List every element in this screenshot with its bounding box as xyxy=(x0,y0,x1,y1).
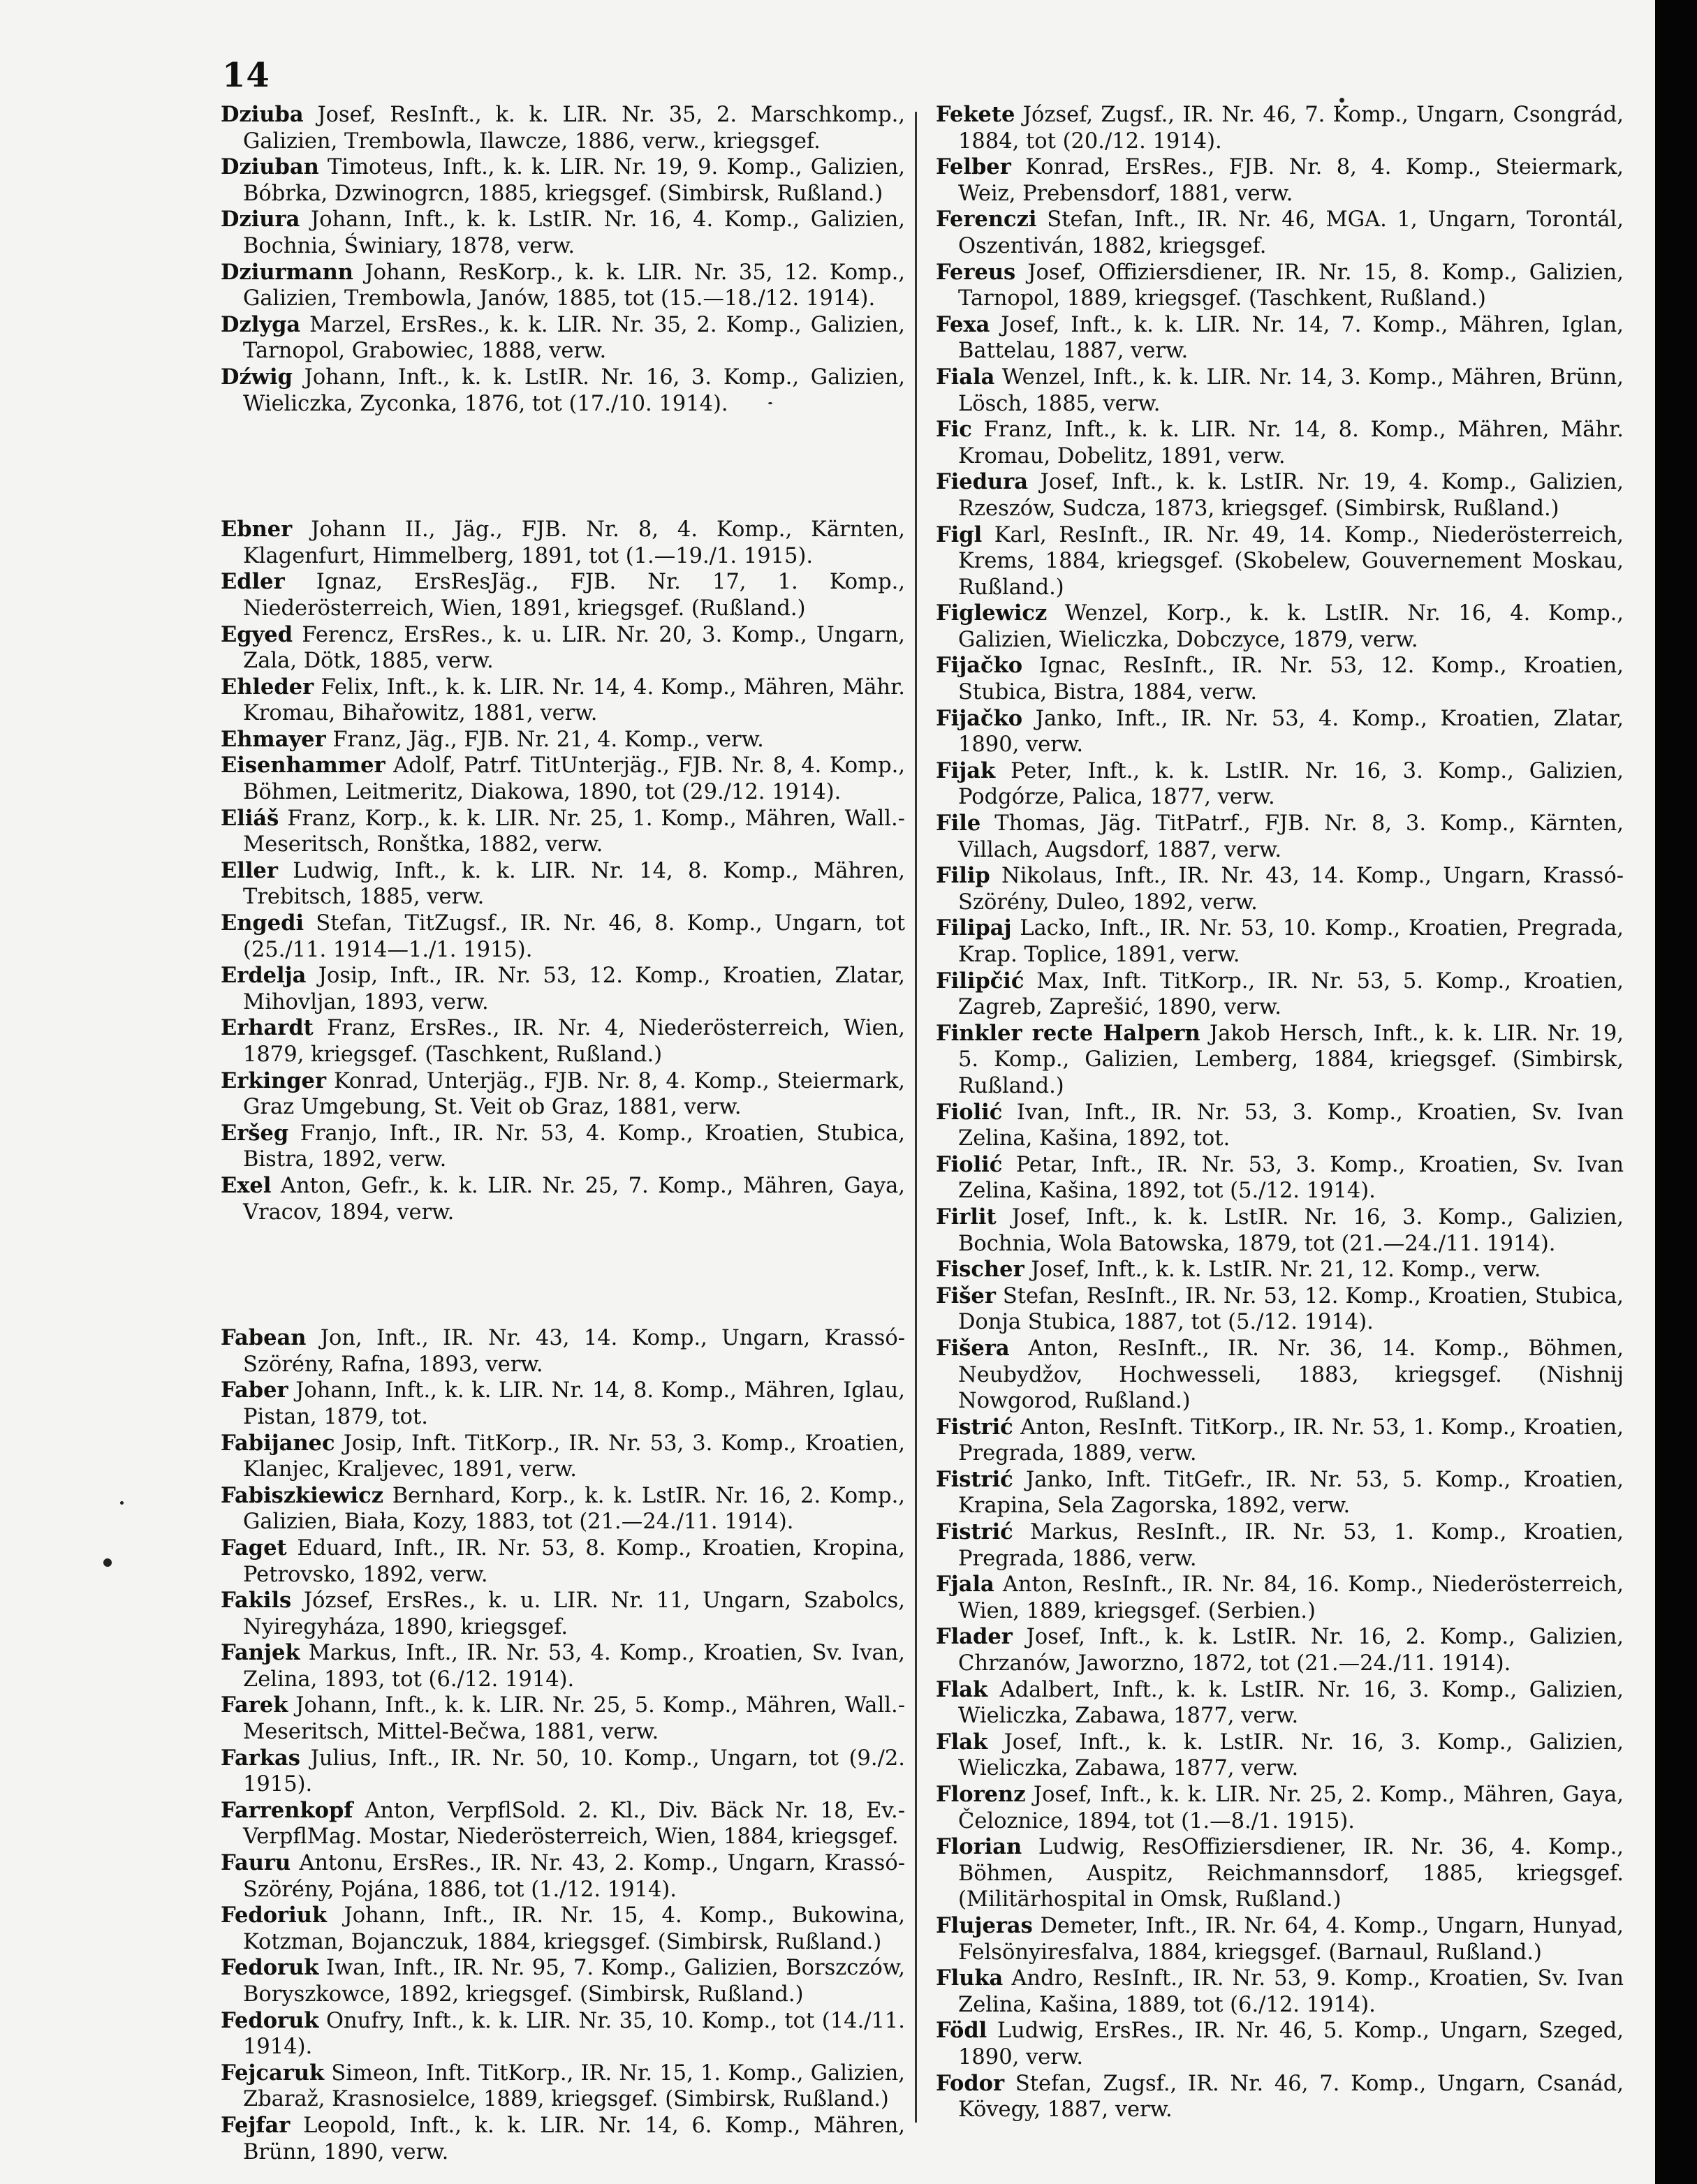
list-entry xyxy=(221,260,905,312)
entry-details: Thomas, Jäg. TitPatrf., FJB. Nr. 8, 3. Komp., Kärnten, Villach, Augsdorf, 1887, verw. xyxy=(958,811,1624,862)
list-entry xyxy=(221,674,905,727)
column-divider xyxy=(915,112,917,2123)
entry-group-f xyxy=(221,1325,905,2165)
list-entry xyxy=(221,1378,905,1430)
entry-surname: Fabiszkiewicz xyxy=(221,1482,384,1508)
left-column xyxy=(221,102,905,2165)
entry-details: Ludwig, ErsRes., IR. Nr. 46, 5. Komp., Ungarn, Szeged, 1890, verw. xyxy=(958,2019,1624,2069)
entry-surname: Erdelja xyxy=(221,963,307,989)
entry-details: Adolf, Patrf. TitUnterjäg., FJB. Nr. 8, 4. Komp., Böhmen, Leitmeritz, Diakowa, 1890, tot (29./12. 1914). xyxy=(243,753,905,805)
entry-details: Simeon, Inft. TitKorp., IR. Nr. 15, 1. Komp., Galizien, Zbaraž, Krasnosielce, 1889, kriegsgef. (Simbirsk, Rußland.) xyxy=(243,2060,905,2112)
entry-surname: Firlit xyxy=(936,1204,997,1230)
entry-surname: Filipaj xyxy=(936,915,1012,941)
list-entry xyxy=(221,1431,905,1483)
entry-surname: Flujeras xyxy=(936,1912,1033,1938)
entry-surname: Felber xyxy=(936,154,1011,180)
entry-surname: Fluka xyxy=(936,1965,1004,1991)
entry-surname: Fiolić xyxy=(936,1099,1003,1125)
entry-details: Ivan, Inft., IR. Nr. 53, 3. Komp., Kroatien, Sv. Ivan Zelina, Kašina, 1892, tot. xyxy=(958,1100,1624,1151)
group-spacer xyxy=(221,417,905,517)
entry-surname: Eršeg xyxy=(221,1120,289,1146)
entry-details: Wenzel, Inft., k. k. LIR. Nr. 14, 3. Komp., Mähren, Brünn, Lösch, 1885, verw. xyxy=(958,364,1624,416)
entry-surname: File xyxy=(936,811,981,836)
entry-surname: Faget xyxy=(221,1535,287,1560)
list-entry xyxy=(221,1903,905,1955)
list-entry xyxy=(936,1100,1624,1152)
entry-surname: Eliáš xyxy=(221,805,279,831)
page-number: 14 xyxy=(222,56,270,95)
entry-surname: Fischer xyxy=(936,1257,1024,1283)
entry-details: Jakob Hersch, Inft., k. k. LIR. Nr. 19, 5. Komp., Galizien, Lemberg, 1884, kriegsgef. (Simbirsk, Rußland.) xyxy=(958,1021,1624,1098)
list-entry xyxy=(221,2060,905,2113)
list-entry xyxy=(936,207,1624,259)
list-entry xyxy=(936,1415,1624,1467)
list-entry xyxy=(221,102,905,154)
entry-details: Wenzel, Korp., k. k. LstIR. Nr. 16, 4. Komp., Galizien, Wieliczka, Dobczyce, 1879, verw. xyxy=(958,601,1624,652)
entry-details: Johann, Inft., k. k. LstIR. Nr. 16, 4. Komp., Galizien, Bochnia, Świniary, 1878, verw. xyxy=(243,207,905,258)
entry-details: Andro, ResInft., IR. Nr. 53, 9. Komp., Kroatien, Sv. Ivan Zelina, Kašina, 1889, tot (6./12. 1914). xyxy=(958,1966,1624,2017)
list-entry xyxy=(221,1068,905,1121)
entry-surname: Filipčić xyxy=(936,968,1024,994)
entry-details: Max, Inft. TitKorp., IR. Nr. 53, 5. Komp., Kroatien, Zagreb, Zaprešić, 1890, verw. xyxy=(958,968,1624,1020)
scan-speck xyxy=(120,1501,124,1505)
entry-details: Ignac, ResInft., IR. Nr. 53, 12. Komp., Kroatien, Stubica, Bistra, 1884, verw. xyxy=(958,654,1624,705)
entry-details: Josef, Offiziersdiener, IR. Nr. 15, 8. Komp., Galizien, Tarnopol, 1889, kriegsgef. (Taschkent, Rußland.) xyxy=(958,260,1624,311)
list-entry xyxy=(936,758,1624,811)
entry-details: Antonu, ErsRes., IR. Nr. 43, 2. Komp., Ungarn, Krassó-Szörény, Pojána, 1886, tot (1./12. 1914). xyxy=(243,1851,906,1902)
list-entry xyxy=(221,910,905,963)
entry-details: Ludwig, ResOffiziersdiener, IR. Nr. 36, 4. Komp., Böhmen, Auspitz, Reichmannsdorf, 1885, kriegsgef. (Militärhospital in Omsk, Rußland.) xyxy=(958,1835,1624,1912)
list-entry xyxy=(221,1692,905,1745)
entry-details: Josef, Inft., k. k. LstIR. Nr. 21, 12. Komp., verw. xyxy=(1031,1257,1541,1283)
entry-details: Felix, Inft., k. k. LIR. Nr. 14, 4. Komp., Mähren, Mähr. Kromau, Bihařowitz, 1881, verw. xyxy=(243,674,905,726)
list-entry xyxy=(936,154,1624,207)
entry-surname: Erhardt xyxy=(221,1015,314,1041)
list-entry xyxy=(936,522,1624,601)
entry-surname: Fekete xyxy=(936,102,1015,127)
entry-details: Stefan, Zugsf., IR. Nr. 46, 7. Komp., Ungarn, Csanád, Kövegy, 1887, verw. xyxy=(958,2071,1624,2123)
entry-surname: Ferenczi xyxy=(936,207,1037,233)
entry-details: Josef, Inft., k. k. LstIR. Nr. 16, 3. Komp., Galizien, Wieliczka, Zabawa, 1877, verw. xyxy=(958,1729,1624,1781)
entry-details: Julius, Inft., IR. Nr. 50, 10. Komp., Ungarn, tot (9./2. 1915). xyxy=(243,1746,905,1797)
list-entry xyxy=(936,653,1624,705)
entry-surname: Edler xyxy=(221,569,285,595)
list-entry xyxy=(221,1121,905,1173)
entry-surname: Dzlyga xyxy=(221,311,301,337)
entry-surname: Fanjek xyxy=(221,1640,300,1666)
entry-group-d xyxy=(221,102,905,417)
entry-surname: Flak xyxy=(936,1676,988,1702)
entry-details: Janko, Inft. TitGefr., IR. Nr. 53, 5. Komp., Kroatien, Krapina, Sela Zagorska, 1892, verw. xyxy=(958,1467,1624,1519)
entry-surname: Fedoruk xyxy=(221,1955,319,1981)
entry-surname: Florian xyxy=(936,1834,1022,1860)
list-entry xyxy=(936,469,1624,522)
list-entry xyxy=(221,312,905,364)
scan-border xyxy=(1655,0,1697,2184)
list-entry xyxy=(221,207,905,259)
list-entry xyxy=(936,2071,1624,2123)
entry-surname: Fic xyxy=(936,417,972,443)
entry-details: Eduard, Inft., IR. Nr. 53, 8. Komp., Kroatien, Kropina, Petrovsko, 1892, verw. xyxy=(243,1535,905,1587)
entry-details: Timoteus, Inft., k. k. LIR. Nr. 19, 9. Komp., Galizien, Bóbrka, Dzwinogrcn, 1885, kriegsgef. (Simbirsk, Rußland.) xyxy=(243,155,905,206)
list-entry xyxy=(221,1850,905,1903)
entry-details: Peter, Inft., k. k. LstIR. Nr. 16, 3. Komp., Galizien, Podgórze, Palica, 1877, verw. xyxy=(958,758,1624,810)
entry-surname: Fodor xyxy=(936,2070,1005,2096)
list-entry xyxy=(936,1021,1624,1100)
entry-surname: Fexa xyxy=(936,311,990,337)
entry-surname: Florenz xyxy=(936,1782,1026,1807)
entry-details: Johann, Inft., IR. Nr. 15, 4. Komp., Bukowina, Kotzman, Bojanczuk, 1884, kriegsgef. (Simbirsk, Rußland.) xyxy=(243,1903,905,1954)
entry-surname: Fejfar xyxy=(221,2112,291,2138)
entry-surname: Farek xyxy=(221,1692,288,1718)
entry-group-e xyxy=(221,517,905,1225)
entry-details: Franz, Jäg., FJB. Nr. 21, 4. Komp., verw. xyxy=(332,727,764,752)
entry-surname: Eller xyxy=(221,857,278,883)
entry-surname: Fistrić xyxy=(936,1466,1013,1492)
entry-details: Onufry, Inft., k. k. LIR. Nr. 35, 10. Komp., tot (14./11. 1914). xyxy=(243,2008,905,2060)
entry-details: Josef, Inft., k. k. LstIR. Nr. 19, 4. Komp., Galizien, Rzeszów, Sudcza, 1873, kriegsgef. (Simbirsk, Rußland.) xyxy=(958,470,1624,521)
entry-surname: Egyed xyxy=(221,621,293,647)
entry-surname: Fiolić xyxy=(936,1151,1003,1177)
entry-surname: Figlewicz xyxy=(936,600,1048,626)
entry-surname: Fejcaruk xyxy=(221,2060,325,2086)
list-entry xyxy=(936,968,1624,1021)
entry-details: Iwan, Inft., IR. Nr. 95, 7. Komp., Galizien, Borszczów, Boryszkowce, 1892, kriegsgef. (Simbirsk, Rußland.) xyxy=(243,1956,905,2007)
entry-surname: Fišera xyxy=(936,1335,1010,1361)
entry-details: Anton, ResInft., IR. Nr. 36, 14. Komp., Böhmen, Neubydžov, Hochwesseli, 1883, kriegsgef. (Nishnij Nowgorod, Rußland.) xyxy=(958,1336,1624,1414)
entry-surname: Dźwig xyxy=(221,364,293,390)
list-entry xyxy=(936,1965,1624,2018)
list-entry xyxy=(221,1015,905,1068)
entry-surname: Dziuba xyxy=(221,102,304,127)
entry-details: József, ErsRes., k. u. LIR. Nr. 11, Ungarn, Szabolcs, Nyiregyháza, 1890, kriegsgef. xyxy=(243,1588,905,1639)
list-entry xyxy=(936,1572,1624,1624)
entry-details: Franz, Inft., k. k. LIR. Nr. 14, 8. Komp., Mähren, Mähr. Kromau, Dobelitz, 1891, verw. xyxy=(958,418,1624,468)
list-entry xyxy=(221,517,905,569)
list-entry xyxy=(936,915,1624,968)
list-entry xyxy=(221,1746,905,1798)
scan-speck xyxy=(103,1558,112,1567)
entry-surname: Fedoruk xyxy=(221,2007,319,2033)
entry-surname: Fabean xyxy=(221,1325,307,1351)
entry-details: Franz, Korp., k. k. LIR. Nr. 25, 1. Komp., Mähren, Wall.-Meseritsch, Ronštka, 1882, verw. xyxy=(243,806,905,857)
entry-details: Josip, Inft. TitKorp., IR. Nr. 53, 3. Komp., Kroatien, Klanjec, Kraljevec, 1891, verw. xyxy=(243,1431,905,1482)
entry-surname: Flak xyxy=(936,1729,988,1755)
entry-surname: Fistrić xyxy=(936,1519,1013,1545)
list-entry xyxy=(936,364,1624,417)
entry-surname: Exel xyxy=(221,1172,272,1198)
list-entry xyxy=(221,1535,905,1588)
entry-surname: Faber xyxy=(221,1378,288,1403)
list-entry xyxy=(221,1955,905,2007)
entry-surname: Fijačko xyxy=(936,705,1023,731)
entry-surname: Ehmayer xyxy=(221,726,326,752)
entry-details: Markus, ResInft., IR. Nr. 53, 1. Komp., Kroatien, Pregrada, 1886, verw. xyxy=(958,1520,1624,1571)
list-entry xyxy=(221,2113,905,2165)
list-entry xyxy=(936,863,1624,915)
list-entry xyxy=(936,102,1624,154)
entry-details: Josef, ResInft., k. k. LIR. Nr. 35, 2. Marschkomp., Galizien, Trembowla, Ilawcze, 1886, verw., kriegsgef. xyxy=(243,103,905,154)
entry-details: Josip, Inft., IR. Nr. 53, 12. Komp., Kroatien, Zlatar, Mihovljan, 1893, verw. xyxy=(243,964,906,1014)
entry-surname: Dziurmann xyxy=(221,259,353,285)
entry-details: Johann, Inft., k. k. LstIR. Nr. 16, 3. Komp., Galizien, Wieliczka, Zyconka, 1876, tot (17./10. 1914). xyxy=(243,364,905,416)
list-entry xyxy=(936,417,1624,469)
entry-details: Lacko, Inft., IR. Nr. 53, 10. Komp., Kroatien, Pregrada, Krap. Toplice, 1891, verw. xyxy=(958,916,1624,967)
entry-surname: Farkas xyxy=(221,1745,300,1771)
entry-details: Franz, ErsRes., IR. Nr. 4, Niederösterreich, Wien, 1879, kriegsgef. (Taschkent, Rußland.) xyxy=(243,1016,905,1067)
group-spacer xyxy=(221,1225,905,1325)
entry-surname: Finkler recte Halpern xyxy=(936,1020,1200,1046)
list-entry xyxy=(221,1325,905,1378)
entry-details: Jon, Inft., IR. Nr. 43, 14. Komp., Ungarn, Krassó-Szörény, Rafna, 1893, verw. xyxy=(243,1326,905,1377)
entry-details: Anton, ResInft., IR. Nr. 84, 16. Komp., Niederösterreich, Wien, 1889, kriegsgef. (Serbien.) xyxy=(958,1572,1624,1623)
entry-details: Josef, Inft., k. k. LstIR. Nr. 16, 2. Komp., Galizien, Chrzanów, Jaworzno, 1872, tot (21.—24./11. 1914). xyxy=(958,1625,1624,1676)
entry-surname: Fišer xyxy=(936,1283,996,1308)
list-entry xyxy=(936,1204,1624,1257)
entry-surname: Fakils xyxy=(221,1588,292,1614)
entry-details: Janko, Inft., IR. Nr. 53, 4. Komp., Kroatien, Zlatar, 1890, verw. xyxy=(958,706,1624,758)
entry-surname: Ebner xyxy=(221,517,293,543)
right-column xyxy=(936,102,1624,2123)
entry-surname: Fedoriuk xyxy=(221,1903,328,1928)
entry-surname: Farrenkopf xyxy=(221,1797,353,1823)
entry-surname: Dziura xyxy=(221,207,300,233)
list-entry xyxy=(221,1483,905,1535)
entry-details: Stefan, TitZugsf., IR. Nr. 46, 8. Komp., Ungarn, tot (25./11. 1914—1./1. 1915). xyxy=(243,911,906,962)
entry-surname: Fjala xyxy=(936,1572,994,1598)
list-entry xyxy=(936,1283,1624,1336)
entry-details: Markus, Inft., IR. Nr. 53, 4. Komp., Kroatien, Sv. Ivan, Zelina, 1893, tot (6./12. 1914). xyxy=(243,1641,905,1692)
entry-surname: Ehleder xyxy=(221,674,314,700)
entry-details: Leopold, Inft., k. k. LIR. Nr. 14, 6. Komp., Mähren, Brünn, 1890, verw. xyxy=(243,2113,905,2164)
scan-speck xyxy=(1339,98,1344,103)
entry-details: Ludwig, Inft., k. k. LIR. Nr. 14, 8. Komp., Mähren, Trebitsch, 1885, verw. xyxy=(243,858,905,910)
list-entry xyxy=(221,569,905,621)
entry-surname: Dziuban xyxy=(221,154,319,180)
entry-details: Ferencz, ErsRes., k. u. LIR. Nr. 20, 3. Komp., Ungarn, Zala, Dötk, 1885, verw. xyxy=(243,622,905,674)
list-entry xyxy=(221,753,905,805)
entry-details: Konrad, Unterjäg., FJB. Nr. 8, 4. Komp., Steiermark, Graz Umgebung, St. Veit ob Graz, 1881, verw. xyxy=(243,1068,905,1120)
list-entry xyxy=(221,1588,905,1640)
list-entry xyxy=(221,1798,905,1850)
entry-details: Josef, Inft., k. k. LstIR. Nr. 16, 3. Komp., Galizien, Bochnia, Wola Batowska, 1879, tot (21.—24./11. 1914). xyxy=(958,1204,1624,1256)
list-entry xyxy=(221,858,905,910)
entry-details: Anton, VerpflSold. 2. Kl., Div. Bäck Nr. 18, Ev.-VerpflMag. Mostar, Niederösterreich, Wien, 1884, kriegsgef. xyxy=(243,1798,906,1850)
entry-details: Franjo, Inft., IR. Nr. 53, 4. Komp., Kroatien, Stubica, Bistra, 1892, verw. xyxy=(243,1121,905,1172)
entry-details: Anton, ResInft. TitKorp., IR. Nr. 53, 1. Komp., Kroatien, Pregrada, 1889, verw. xyxy=(958,1415,1624,1466)
entry-details: Johann, Inft., k. k. LIR. Nr. 14, 8. Komp., Mähren, Iglau, Pistan, 1879, tot. xyxy=(243,1378,905,1429)
entry-details: Petar, Inft., IR. Nr. 53, 3. Komp., Kroatien, Sv. Ivan Zelina, Kašina, 1892, tot (5./12. 1914). xyxy=(958,1152,1624,1204)
entry-details: Josef, Inft., k. k. LIR. Nr. 14, 7. Komp., Mähren, Iglan, Battelau, 1887, verw. xyxy=(958,312,1624,364)
entry-details: Stefan, Inft., IR. Nr. 46, MGA. 1, Ungarn, Torontál, Oszentiván, 1882, kriegsgef. xyxy=(958,207,1624,258)
entry-surname: Figl xyxy=(936,522,983,547)
entry-surname: Fiedura xyxy=(936,469,1028,495)
list-entry xyxy=(221,154,905,207)
list-entry xyxy=(936,1834,1624,1913)
list-entry xyxy=(936,1336,1624,1415)
entry-surname: Fijak xyxy=(936,758,996,783)
entry-surname: Filip xyxy=(936,863,990,889)
list-entry xyxy=(936,1152,1624,1204)
entry-details: Anton, Gefr., k. k. LIR. Nr. 25, 7. Komp., Mähren, Gaya, Vracov, 1894, verw. xyxy=(243,1173,905,1225)
list-entry xyxy=(936,1729,1624,1782)
scan-speck xyxy=(768,402,772,404)
entry-details: Adalbert, Inft., k. k. LstIR. Nr. 16, 3. Komp., Galizien, Wieliczka, Zabawa, 1877, verw. xyxy=(958,1677,1624,1729)
entry-surname: Fijačko xyxy=(936,653,1023,679)
list-entry xyxy=(936,1257,1624,1283)
list-entry xyxy=(936,1913,1624,1965)
list-entry xyxy=(221,727,905,753)
entry-surname: Fauru xyxy=(221,1850,291,1876)
list-entry xyxy=(936,1677,1624,1729)
entry-details: Bernhard, Korp., k. k. LstIR. Nr. 16, 2. Komp., Galizien, Biała, Kozy, 1883, tot (21.—24./11. 1914). xyxy=(243,1483,905,1535)
list-entry xyxy=(221,963,905,1015)
entry-details: József, Zugsf., IR. Nr. 46, 7. Komp., Ungarn, Csongrád, 1884, tot (20./12. 1914). xyxy=(958,103,1624,154)
list-entry xyxy=(221,806,905,858)
entry-surname: Fabijanec xyxy=(221,1430,335,1456)
list-entry xyxy=(936,1519,1624,1572)
entry-details: Demeter, Inft., IR. Nr. 64, 4. Komp., Ungarn, Hunyad, Felsönyiresfalva, 1884, kriegsgef. (Barnaul, Rußland.) xyxy=(958,1913,1624,1965)
list-entry xyxy=(221,2008,905,2060)
entry-details: Johann, ResKorp., k. k. LIR. Nr. 35, 12. Komp., Galizien, Trembowla, Janów, 1885, tot (15.—18./12. 1914). xyxy=(243,260,905,311)
list-entry xyxy=(936,1624,1624,1676)
entry-details: Karl, ResInft., IR. Nr. 49, 14. Komp., Niederösterreich, Krems, 1884, kriegsgef. (Skobelew, Gouvernement Moskau, Rußland.) xyxy=(958,522,1624,600)
list-entry xyxy=(936,600,1624,653)
list-entry xyxy=(221,364,905,417)
entry-surname: Eisenhammer xyxy=(221,753,385,779)
entry-surname: Erkinger xyxy=(221,1068,327,1093)
list-entry xyxy=(221,1173,905,1225)
entry-details: Stefan, ResInft., IR. Nr. 53, 12. Komp., Kroatien, Stubica, Donja Stubica, 1887, tot (5./12. 1914). xyxy=(958,1283,1624,1335)
list-entry xyxy=(936,260,1624,312)
entry-surname: Engedi xyxy=(221,910,304,936)
entry-details: Marzel, ErsRes., k. k. LIR. Nr. 35, 2. Komp., Galizien, Tarnopol, Grabowiec, 1888, verw. xyxy=(243,312,905,364)
list-entry xyxy=(936,312,1624,364)
entry-details: Konrad, ErsRes., FJB. Nr. 8, 4. Komp., Steiermark, Weiz, Prebensdorf, 1881, verw. xyxy=(958,155,1624,206)
entry-details: Johann II., Jäg., FJB. Nr. 8, 4. Komp., Kärnten, Klagenfurt, Himmelberg, 1891, tot (1.—19./1. 1915). xyxy=(243,517,905,568)
list-entry xyxy=(936,1782,1624,1834)
list-entry xyxy=(221,622,905,674)
entry-surname: Fiala xyxy=(936,364,995,390)
entry-details: Ignaz, ErsResJäg., FJB. Nr. 17, 1. Komp., Niederösterreich, Wien, 1891, kriegsgef. (Rußland.) xyxy=(243,570,905,621)
entry-details: Josef, Inft., k. k. LIR. Nr. 25, 2. Komp., Mähren, Gaya, Čeloznice, 1894, tot (1.—8./1. 1915). xyxy=(958,1783,1624,1833)
entry-group-right xyxy=(936,102,1624,2123)
entry-surname: Fereus xyxy=(936,259,1016,285)
list-entry xyxy=(936,706,1624,758)
list-entry xyxy=(936,1467,1624,1519)
list-entry xyxy=(221,1640,905,1692)
list-entry xyxy=(936,2018,1624,2070)
entry-details: Nikolaus, Inft., IR. Nr. 43, 14. Komp., Ungarn, Krassó-Szörény, Duleo, 1892, verw. xyxy=(958,864,1624,915)
entry-surname: Flader xyxy=(936,1624,1013,1650)
entry-surname: Fistrić xyxy=(936,1414,1013,1440)
entry-details: Johann, Inft., k. k. LIR. Nr. 25, 5. Komp., Mähren, Wall.-Meseritsch, Mittel-Bečwa, 1881, verw. xyxy=(243,1693,905,1745)
list-entry xyxy=(936,811,1624,863)
entry-surname: Födl xyxy=(936,2018,987,2044)
